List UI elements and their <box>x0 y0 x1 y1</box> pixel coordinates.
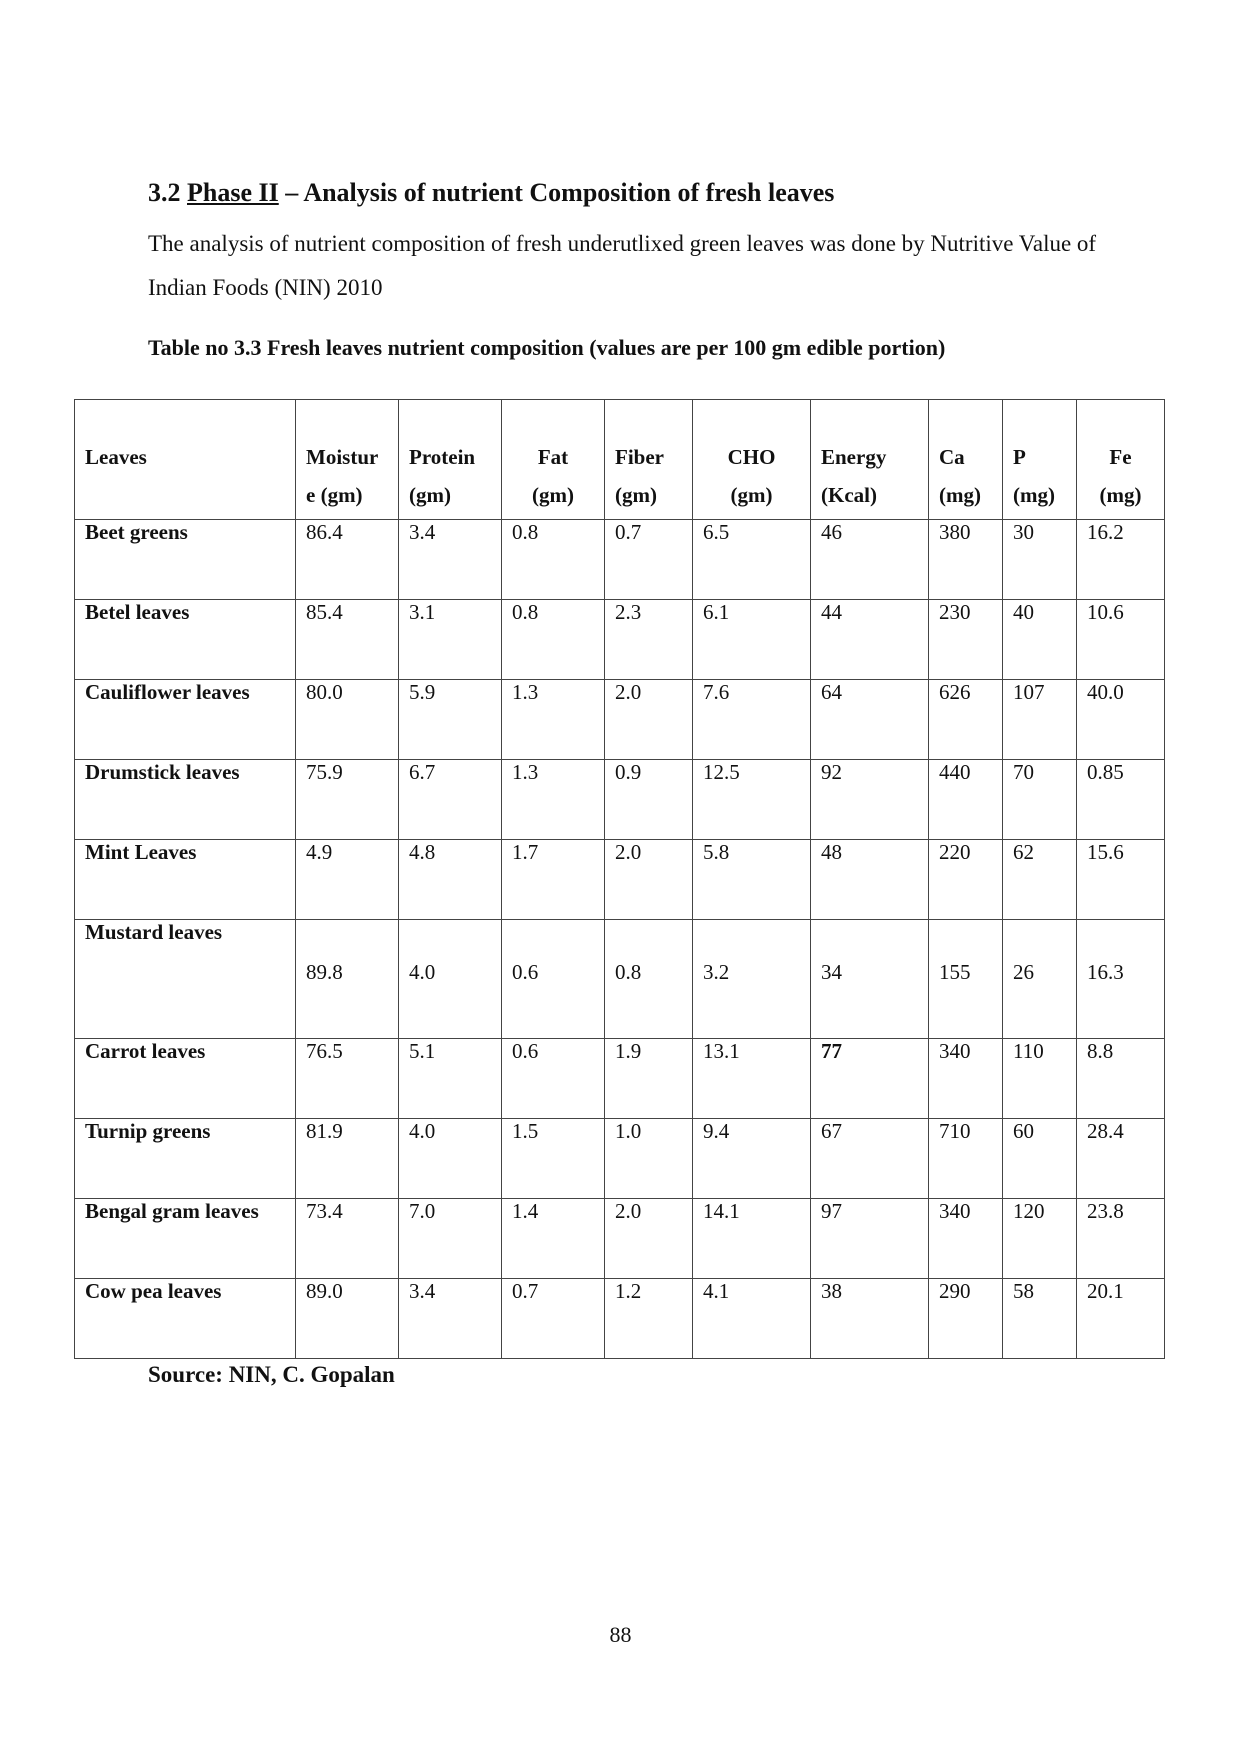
ca-value: 380 <box>929 520 1003 600</box>
leaf-name: Betel leaves <box>75 600 296 680</box>
fe-value: 10.6 <box>1077 600 1165 680</box>
fat-value: 1.3 <box>502 760 605 840</box>
section-number: 3.2 <box>148 178 181 207</box>
ca-value: 230 <box>929 600 1003 680</box>
ca-value: 340 <box>929 1199 1003 1279</box>
fiber-value: 2.0 <box>605 1199 693 1279</box>
protein-value: 3.4 <box>399 1279 502 1359</box>
cho-value: 13.1 <box>693 1039 811 1119</box>
cho-value: 9.4 <box>693 1119 811 1199</box>
header-leaves: Leaves <box>75 400 296 520</box>
protein-value: 3.4 <box>399 520 502 600</box>
fe-value: 28.4 <box>1077 1119 1165 1199</box>
fe-value: 23.8 <box>1077 1199 1165 1279</box>
fiber-value: 0.8 <box>605 920 693 1039</box>
leaf-name: Cauliflower leaves <box>75 680 296 760</box>
fat-value: 0.8 <box>502 600 605 680</box>
moisture-value: 80.0 <box>296 680 399 760</box>
table-row <box>75 1119 1165 1199</box>
cho-value: 5.8 <box>693 840 811 920</box>
p-value: 60 <box>1003 1119 1077 1199</box>
energy-value: 97 <box>811 1199 929 1279</box>
fat-value: 0.7 <box>502 1279 605 1359</box>
fat-value: 0.6 <box>502 1039 605 1119</box>
ca-value: 626 <box>929 680 1003 760</box>
leaf-name: Mint Leaves <box>75 840 296 920</box>
protein-value: 7.0 <box>399 1199 502 1279</box>
table-row <box>75 760 1165 840</box>
ca-value: 440 <box>929 760 1003 840</box>
table-header-row <box>75 400 1165 520</box>
header-moisture: Moistur e (gm) <box>296 400 399 520</box>
p-value: 62 <box>1003 840 1077 920</box>
page-number: 88 <box>609 1622 632 1647</box>
energy-value: 77 <box>811 1039 929 1119</box>
header-energy: Energy (Kcal) <box>811 400 929 520</box>
protein-value: 3.1 <box>399 600 502 680</box>
fe-value: 8.8 <box>1077 1039 1165 1119</box>
ca-value: 710 <box>929 1119 1003 1199</box>
energy-value: 44 <box>811 600 929 680</box>
energy-value: 67 <box>811 1119 929 1199</box>
moisture-value: 76.5 <box>296 1039 399 1119</box>
fat-value: 1.3 <box>502 680 605 760</box>
section-heading <box>148 178 834 208</box>
energy-value: 46 <box>811 520 929 600</box>
fe-value: 15.6 <box>1077 840 1165 920</box>
ca-value: 220 <box>929 840 1003 920</box>
fiber-value: 0.7 <box>605 520 693 600</box>
protein-value: 6.7 <box>399 760 502 840</box>
table-row <box>75 520 1165 600</box>
header-ca: Ca (mg) <box>929 400 1003 520</box>
p-value: 120 <box>1003 1199 1077 1279</box>
p-value: 58 <box>1003 1279 1077 1359</box>
protein-value: 5.1 <box>399 1039 502 1119</box>
leaf-name: Carrot leaves <box>75 1039 296 1119</box>
moisture-value: 89.8 <box>296 920 399 1039</box>
fat-value: 1.7 <box>502 840 605 920</box>
fe-value: 16.3 <box>1077 920 1165 1039</box>
table-row <box>75 920 1165 1039</box>
table-source: Source: NIN, C. Gopalan <box>148 1362 395 1387</box>
section-phase: Phase II <box>187 178 279 207</box>
protein-value: 4.0 <box>399 920 502 1039</box>
fe-value: 40.0 <box>1077 680 1165 760</box>
leaf-name: Drumstick leaves <box>75 760 296 840</box>
fiber-value: 2.0 <box>605 680 693 760</box>
fiber-value: 1.9 <box>605 1039 693 1119</box>
moisture-value: 85.4 <box>296 600 399 680</box>
cho-value: 4.1 <box>693 1279 811 1359</box>
header-fe: Fe (mg) <box>1077 400 1165 520</box>
table-row <box>75 840 1165 920</box>
energy-value: 34 <box>811 920 929 1039</box>
table-row <box>75 680 1165 760</box>
moisture-value: 81.9 <box>296 1119 399 1199</box>
fiber-value: 2.3 <box>605 600 693 680</box>
leaf-name: Mustard leaves <box>75 920 296 1039</box>
table-row <box>75 1199 1165 1279</box>
p-value: 30 <box>1003 520 1077 600</box>
fe-value: 0.85 <box>1077 760 1165 840</box>
leaf-name: Turnip greens <box>75 1119 296 1199</box>
moisture-value: 86.4 <box>296 520 399 600</box>
ca-value: 290 <box>929 1279 1003 1359</box>
cho-value: 14.1 <box>693 1199 811 1279</box>
energy-value: 48 <box>811 840 929 920</box>
moisture-value: 89.0 <box>296 1279 399 1359</box>
energy-value: 92 <box>811 760 929 840</box>
leaf-name: Bengal gram leaves <box>75 1199 296 1279</box>
header-protein: Protein (gm) <box>399 400 502 520</box>
p-value: 40 <box>1003 600 1077 680</box>
table-row <box>75 1279 1165 1359</box>
fat-value: 0.8 <box>502 520 605 600</box>
ca-value: 155 <box>929 920 1003 1039</box>
intro-paragraph: The analysis of nutrient composition of fresh underutlixed green leaves was done by Nutritive Value of Indian Foods (NIN) 2010 <box>148 231 1097 300</box>
fiber-value: 1.2 <box>605 1279 693 1359</box>
moisture-value: 75.9 <box>296 760 399 840</box>
table-row <box>75 600 1165 680</box>
energy-value: 38 <box>811 1279 929 1359</box>
fiber-value: 2.0 <box>605 840 693 920</box>
table-row <box>75 1039 1165 1119</box>
fe-value: 20.1 <box>1077 1279 1165 1359</box>
p-value: 26 <box>1003 920 1077 1039</box>
energy-value: 64 <box>811 680 929 760</box>
cho-value: 7.6 <box>693 680 811 760</box>
p-value: 110 <box>1003 1039 1077 1119</box>
protein-value: 4.8 <box>399 840 502 920</box>
cho-value: 6.5 <box>693 520 811 600</box>
header-fiber: Fiber (gm) <box>605 400 693 520</box>
protein-value: 4.0 <box>399 1119 502 1199</box>
fat-value: 1.5 <box>502 1119 605 1199</box>
ca-value: 340 <box>929 1039 1003 1119</box>
fat-value: 1.4 <box>502 1199 605 1279</box>
cho-value: 3.2 <box>693 920 811 1039</box>
fat-value: 0.6 <box>502 920 605 1039</box>
header-p: P (mg) <box>1003 400 1077 520</box>
header-cho: CHO (gm) <box>693 400 811 520</box>
fiber-value: 1.0 <box>605 1119 693 1199</box>
fiber-value: 0.9 <box>605 760 693 840</box>
moisture-value: 4.9 <box>296 840 399 920</box>
cho-value: 6.1 <box>693 600 811 680</box>
protein-value: 5.9 <box>399 680 502 760</box>
leaf-name: Beet greens <box>75 520 296 600</box>
p-value: 107 <box>1003 680 1077 760</box>
moisture-value: 73.4 <box>296 1199 399 1279</box>
p-value: 70 <box>1003 760 1077 840</box>
cho-value: 12.5 <box>693 760 811 840</box>
header-fat: Fat (gm) <box>502 400 605 520</box>
fe-value: 16.2 <box>1077 520 1165 600</box>
table-caption: Table no 3.3 Fresh leaves nutrient composition (values are per 100 gm edible portion) <box>148 335 946 360</box>
leaf-name: Cow pea leaves <box>75 1279 296 1359</box>
nutrient-table <box>74 399 1165 1359</box>
section-title: – Analysis of nutrient Composition of fresh leaves <box>278 178 835 207</box>
